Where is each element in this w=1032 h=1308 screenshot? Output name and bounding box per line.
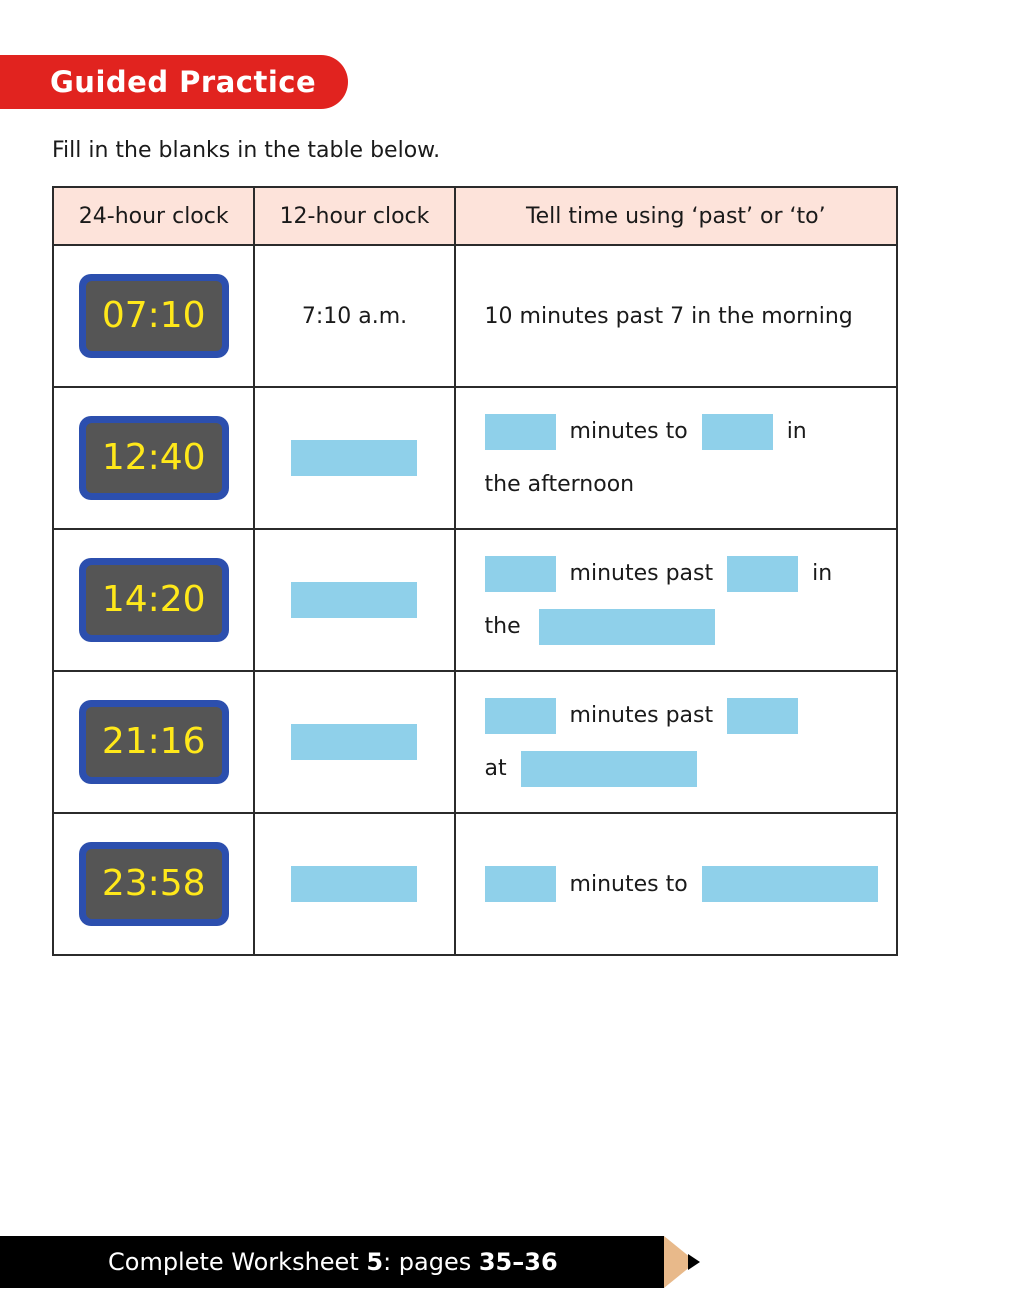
section-banner [0,55,348,109]
tell-time-cell [455,813,897,955]
footer-prefix: Complete Worksheet [108,1248,367,1276]
period-blank[interactable] [521,751,697,787]
clock-time: 21:16 [86,707,222,777]
tell-word: minutes to [569,419,688,444]
table-header-row [53,187,897,245]
tell-word: minutes past [569,703,714,728]
clock-time: 23:58 [86,849,222,919]
tell-time-cell [455,387,897,529]
minutes-blank[interactable] [485,414,556,450]
tell-word: minutes to [569,871,688,897]
digital-clock [79,274,229,358]
clock-time: 12:40 [86,423,222,493]
hour-blank[interactable] [702,414,773,450]
minutes-blank[interactable] [485,866,556,902]
arrow-right-icon [688,1254,700,1270]
hour-blank[interactable] [702,866,878,902]
worksheet-number: 5 [366,1248,384,1276]
header-12-hour: 12-hour clock [254,187,454,245]
tell-word: the afternoon [484,472,635,497]
clock-cell [53,245,254,387]
digital-clock [79,842,229,926]
footer-mid: : pages [383,1248,479,1276]
clock-cell [53,387,254,529]
hour-blank[interactable] [727,556,798,592]
tell-time-cell [455,529,897,671]
header-24-hour: 24-hour clock [53,187,254,245]
tell-word: the [484,614,521,639]
hour-blank[interactable] [727,698,798,734]
tell-word: at [484,756,507,781]
twelve-hour-cell [254,387,454,529]
footer-bar [0,1236,664,1288]
digital-clock [79,700,229,784]
table-row [53,387,897,529]
twelve-hour-blank[interactable] [291,440,417,476]
tell-time-text: 10 minutes past 7 in the morning [455,245,897,387]
digital-clock [79,416,229,500]
table-row [53,813,897,955]
twelve-hour-cell [254,529,454,671]
banner-title: Guided Practice [50,65,317,99]
period-blank[interactable] [539,609,715,645]
twelve-hour-value: 7:10 a.m. [254,245,454,387]
table-row [53,671,897,813]
clock-cell [53,671,254,813]
clock-cell [53,529,254,671]
digital-clock [79,558,229,642]
twelve-hour-cell [254,671,454,813]
time-table [52,186,898,956]
twelve-hour-blank[interactable] [291,582,417,618]
page-range: 35–36 [478,1248,558,1276]
clock-time: 14:20 [86,565,222,635]
table-row [53,529,897,671]
twelve-hour-cell [254,813,454,955]
tell-word: in [812,561,833,586]
table-row [53,245,897,387]
twelve-hour-blank[interactable] [291,866,417,902]
minutes-blank[interactable] [485,556,556,592]
tell-time-cell [455,671,897,813]
clock-cell [53,813,254,955]
tell-word: in [786,419,807,444]
tell-word: minutes past [569,561,714,586]
clock-time: 07:10 [86,281,222,351]
minutes-blank[interactable] [485,698,556,734]
instruction-text: Fill in the blanks in the table below. [52,138,441,163]
header-tell-time: Tell time using ‘past’ or ‘to’ [455,187,897,245]
twelve-hour-blank[interactable] [291,724,417,760]
